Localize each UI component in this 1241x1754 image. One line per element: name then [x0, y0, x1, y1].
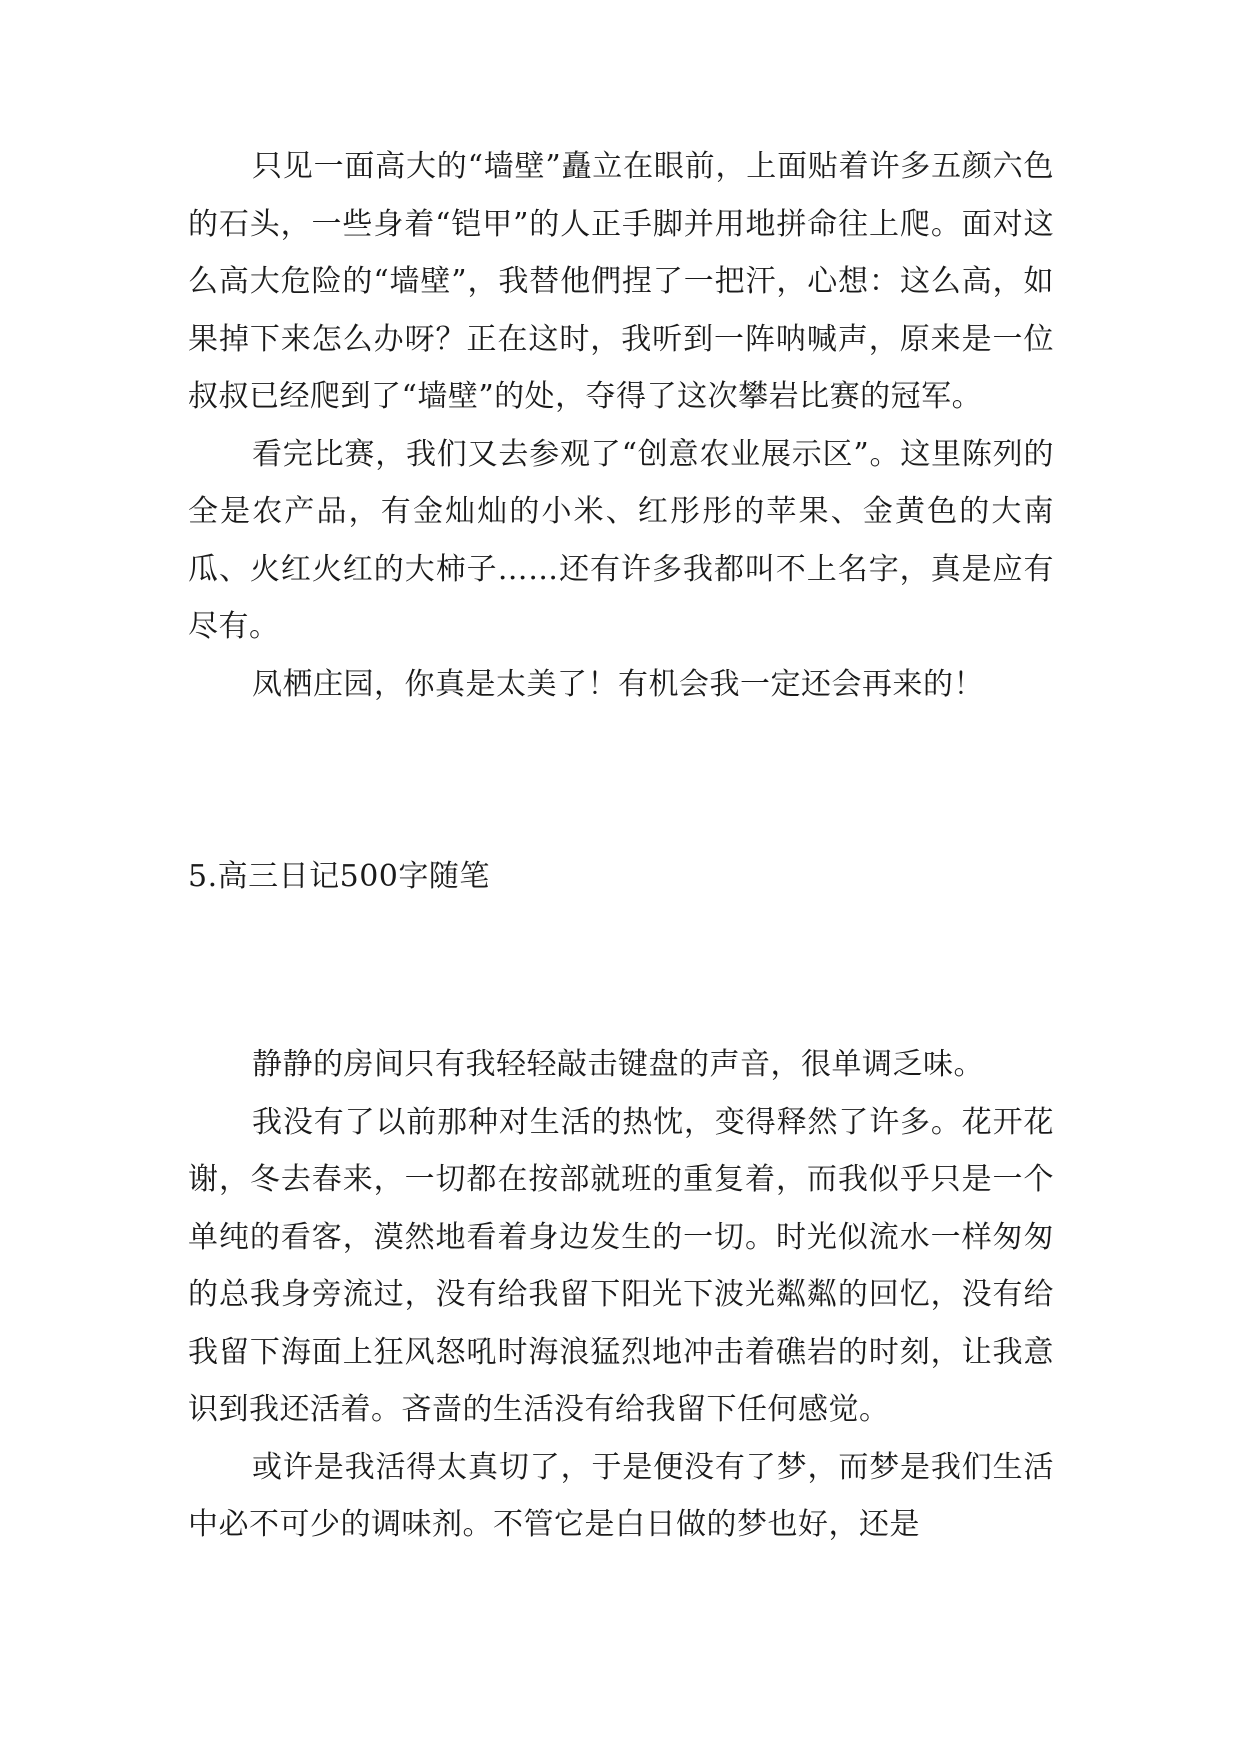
section-a — [188, 138, 1054, 713]
paragraph: 或许是我活得太真切了，于是便没有了梦，而梦是我们生活中必不可少的调味剂。不管它是白日做的梦也好，还是 — [188, 1449, 1054, 1542]
paragraph: 看完比赛，我们又去参观了“创意农业展示区”。这里陈列的全是农产品，有金灿灿的小米、红彤彤的苹果、金黄色的大南瓜、火红火红的大柿子……还有许多我都叫不上名字，真是应有尽有。 — [188, 436, 1054, 644]
paragraph: 我没有了以前那种对生活的热忱，变得释然了许多。花开花谢，冬去春来，一切都在按部就班的重复着，而我似乎只是一个单纯的看客，漠然地看着身边发生的一切。时光似流水一样匆匆的总我身旁流过，没有给我留下阳光下波光粼粼的回忆，没有给我留下海面上狂风怒吼时海浪猛烈地冲击着礁岩的时刻，让我意识到我还活着。吝啬的生活没有给我留下任何感觉。 — [188, 1104, 1054, 1427]
section-b — [188, 1036, 1054, 1554]
paragraph: 凤栖庄园，你真是太美了！有机会我一定还会再来的！ — [252, 666, 984, 702]
paragraph: 只见一面高大的“墙壁”矗立在眼前，上面贴着许多五颜六色的石头，一些身着“铠甲”的人正手脚并用地拼命往上爬。面对这么高大危险的“墙壁”，我替他們捏了一把汗，心想：这么高，如果掉下来怎么办呀？正在这时，我听到一阵呐喊声，原来是一位叔叔已经爬到了“墙壁”的处，夺得了这次攀岩比赛的冠军。 — [188, 149, 1054, 414]
section-heading: 5.高三日记500字随笔 — [188, 859, 490, 894]
paragraph: 静静的房间只有我轻轻敲击键盘的声音，很单调乏味。 — [252, 1047, 984, 1082]
